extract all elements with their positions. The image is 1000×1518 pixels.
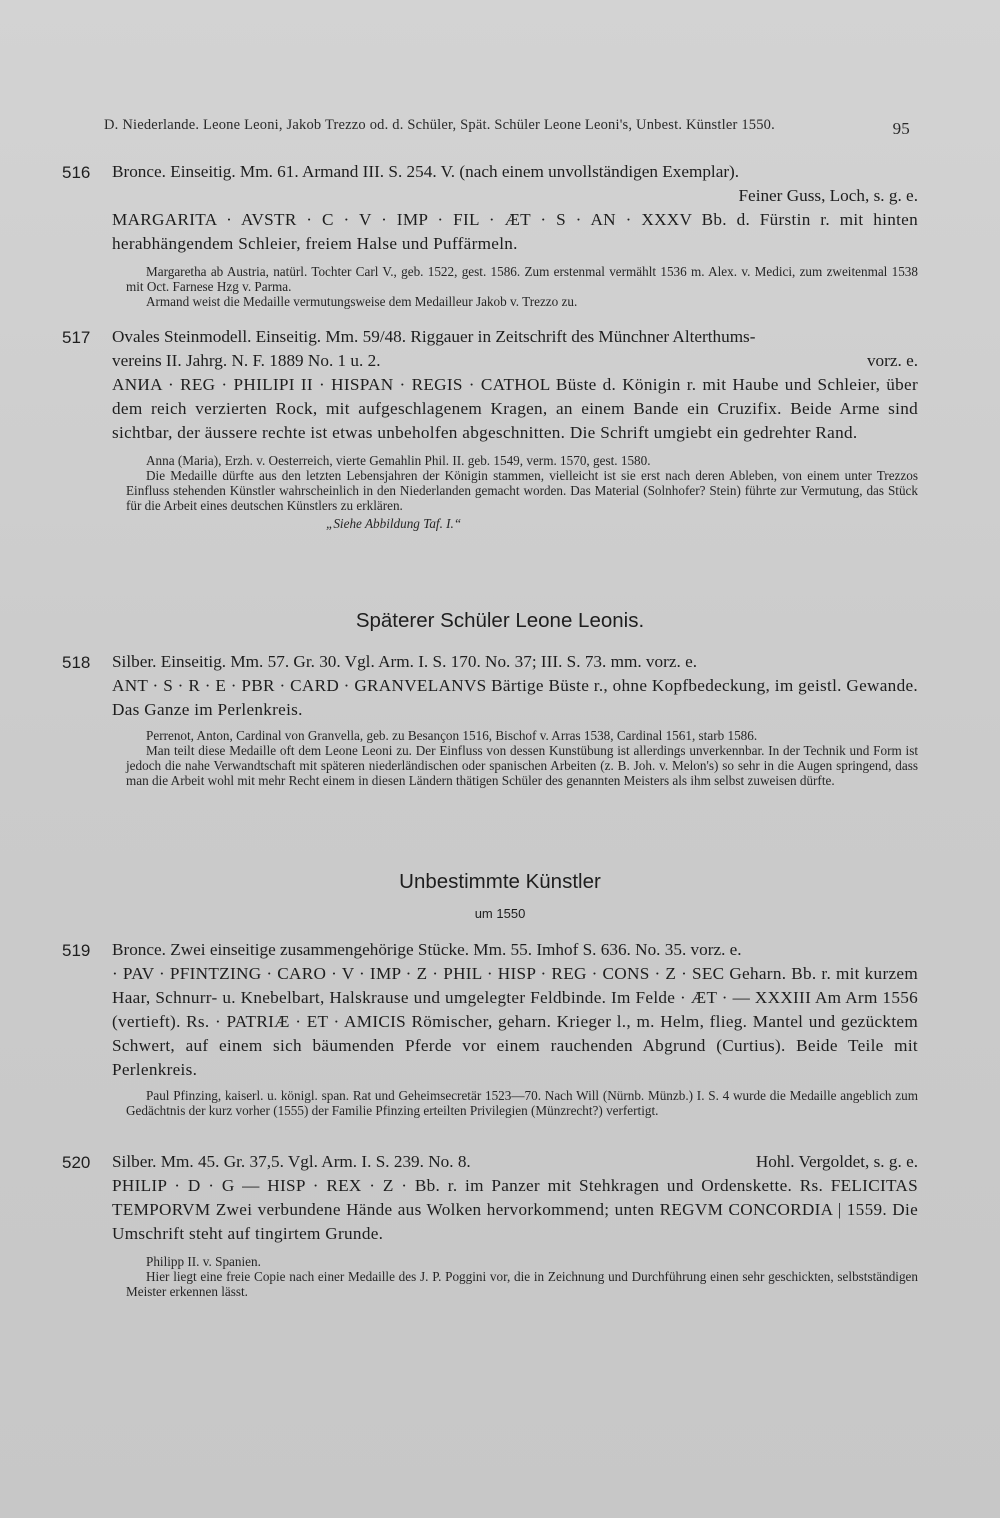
entry-note	[126, 453, 918, 531]
entry-body	[112, 325, 918, 445]
entry-number: 516	[62, 163, 91, 182]
catalog-entry-516	[62, 160, 918, 309]
catalog-entry-520	[62, 1150, 918, 1299]
entry-inscription: MARGARITA · AVSTR · C · V · IMP · FIL · ÆT · S · AN · XXXV Bb. d. Fürstin r. mit hinten herabhängendem Schleier, freiem Halse und Puffärmeln.	[112, 210, 918, 253]
entry-body	[112, 160, 918, 256]
entry-line: Feiner Guss, Loch, s. g. e.	[738, 186, 918, 205]
entry-number: 519	[62, 941, 91, 960]
note-paragraph: Hier liegt eine freie Copie nach einer Medaille des J. P. Poggini vor, die in Zeichnung und Durchführung einen sehr geschickten, selbstständigen Meister erkennen lässt.	[126, 1269, 918, 1299]
note-paragraph: Philipp II. v. Spanien.	[146, 1254, 261, 1269]
entry-line-split	[112, 349, 918, 373]
note-paragraph: Anna (Maria), Erzh. v. Oesterreich, vierte Gemahlin Phil. II. geb. 1549, verm. 1570, gest. 1580.	[146, 453, 651, 468]
catalog-entry-519	[62, 938, 918, 1118]
catalog-entry-518	[62, 650, 918, 788]
entry-inscription: ANИA · REG · PHILIPI II · HISPAN · REGIS · CATHOL Büste d. Königin r. mit Haube und Schleier, über dem reich verzierten Rock, mit aufgeschlagenem Kragen, an einem Bande ein Cruzifix. Beide Arme sind sichtbar, der äussere rechte ist etwas unbeholfen abgeschnitten. Die Schrift umgiebt ein gedrehter Rand.	[112, 375, 918, 442]
section-heading: Unbestimmte Künstler	[399, 870, 601, 893]
entry-line: vereins II. Jahrg. N. F. 1889 No. 1 u. 2.	[112, 351, 381, 370]
catalog-entry-517	[62, 325, 918, 531]
running-header	[104, 117, 910, 138]
entry-note	[126, 264, 918, 309]
section-subheading: um 1550	[474, 906, 526, 921]
page-number: 95	[892, 119, 910, 138]
note-paragraph: Perrenot, Anton, Cardinal von Granvella, geb. zu Besançon 1516, Bischof v. Arras 1538, Cardinal 1561, starb 1586.	[146, 728, 758, 743]
entry-number: 518	[62, 653, 91, 672]
note-paragraph: Armand weist die Medaille vermutungsweise dem Medailleur Jakob v. Trezzo zu.	[146, 294, 578, 309]
figure-reference: „Siehe Abbildung Taf. I.“	[326, 516, 462, 531]
entry-note	[126, 1088, 918, 1118]
section-heading: Späterer Schüler Leone Leonis.	[355, 609, 645, 632]
entry-line: Bronce. Zwei einseitige zusammengehörige Stücke. Mm. 55. Imhof S. 636. No. 35. vorz. e.	[112, 940, 742, 959]
note-paragraph: Man teilt diese Medaille oft dem Leone Leoni zu. Der Einfluss von dessen Kunstübung ist allerdings unverkennbar. In der Technik und Form ist jedoch die nahe Verwandtschaft mit späteren niederländischen oder spanischen Arbeiten (z. B. Joh. v. Melon's) so sehr in die Augen springend, dass man die Arbeit wohl mit mehr Recht einem in diesen Ländern thätigen Schüler des genannten Meisters als ihm selbst zuweisen dürfte.	[126, 743, 918, 788]
note-paragraph: Die Medaille dürfte aus den letzten Lebensjahren der Königin stammen, vielleicht ist sie erst nach deren Ableben, von einem unter Trezzos Einfluss stehenden Künstler wahrscheinlich in den Niederlanden gemacht worden. Das Material (Solnhofer? Stein) führte zur Vermutung, das Stück für die Arbeit eines deutschen Künstlers zu erklären.	[126, 468, 918, 513]
entry-inscription: PHILIP · D · G — HISP · REX · Z · Bb. r. im Panzer mit Stehkragen und Ordenskette. Rs. FELICITAS TEMPORVM Zwei verbundene Hände aus Wolken hervorkommend; unten REGVM CONCORDIA | 1559. Die Umschrift steht auf tingirtem Grunde.	[112, 1176, 918, 1243]
note-paragraph: Paul Pfinzing, kaiserl. u. königl. span. Rat und Geheimsecretär 1523—70. Nach Will (Nürnb. Münzb.) I. S. 4 wurde die Medaille angeblich zum Gedächtnis der kurz vorher (1555) der Familie Pfinzing erteilten Privilegien (Münzrecht?) verfertigt.	[126, 1088, 918, 1118]
entry-note	[126, 1254, 918, 1299]
note-paragraph: Margaretha ab Austria, natürl. Tochter Carl V., geb. 1522, gest. 1586. Zum erstenmal vermählt 1536 m. Alex. v. Medici, zum zweitenmal 1538 mit Oct. Farnese Hzg v. Parma.	[126, 264, 918, 294]
entry-line: Silber. Einseitig. Mm. 57. Gr. 30. Vgl. Arm. I. S. 170. No. 37; III. S. 73. mm. vorz. e.	[112, 652, 697, 671]
entry-line: Silber. Mm. 45. Gr. 37,5. Vgl. Arm. I. S. 239. No. 8.	[112, 1152, 471, 1171]
entry-body	[112, 938, 918, 1082]
entry-line-split	[112, 1150, 918, 1174]
running-head-text: D. Niederlande. Leone Leoni, Jakob Trezzo od. d. Schüler, Spät. Schüler Leone Leoni's, Unbest. Künstler 1550.	[104, 117, 775, 133]
entry-number: 517	[62, 328, 91, 347]
entry-note	[126, 728, 918, 788]
entry-body	[112, 650, 918, 722]
entry-body	[112, 1150, 918, 1246]
entry-inscription: ANT · S · R · E · PBR · CARD · GRANVELANVS Bärtige Büste r., ohne Kopfbedeckung, im geistl. Gewande. Das Ganze im Perlenkreis.	[112, 676, 918, 719]
entry-number: 520	[62, 1153, 91, 1172]
entry-inscription: · PAV · PFINTZING · CARO · V · IMP · Z · PHIL · HISP · REG · CONS · Z · SEC Geharn. Bb. r. mit kurzem Haar, Schnurr- u. Knebelbart, Halskrause und umgelegter Feldbinde. Im Felde · ÆT · — XXXIII Am Arm 1556 (vertieft). Rs. · PATRIÆ · ET · AMICIS Römischer, geharn. Krieger l., m. Helm, flieg. Mantel und gezücktem Schwert, auf einem sich bäumenden Pferde vor einem rauchenden Abgrund (Curtius). Beide Teile mit Perlenkreis.	[112, 964, 918, 1079]
entry-condition: Hohl. Vergoldet, s. g. e.	[755, 1152, 918, 1171]
entry-line: Bronce. Einseitig. Mm. 61. Armand III. S. 254. V. (nach einem unvollständigen Exemplar).	[112, 162, 740, 181]
entry-line: Ovales Steinmodell. Einseitig. Mm. 59/48. Riggauer in Zeitschrift des Münchner Alterthums-	[112, 327, 756, 346]
entry-grade: vorz. e.	[866, 351, 918, 370]
